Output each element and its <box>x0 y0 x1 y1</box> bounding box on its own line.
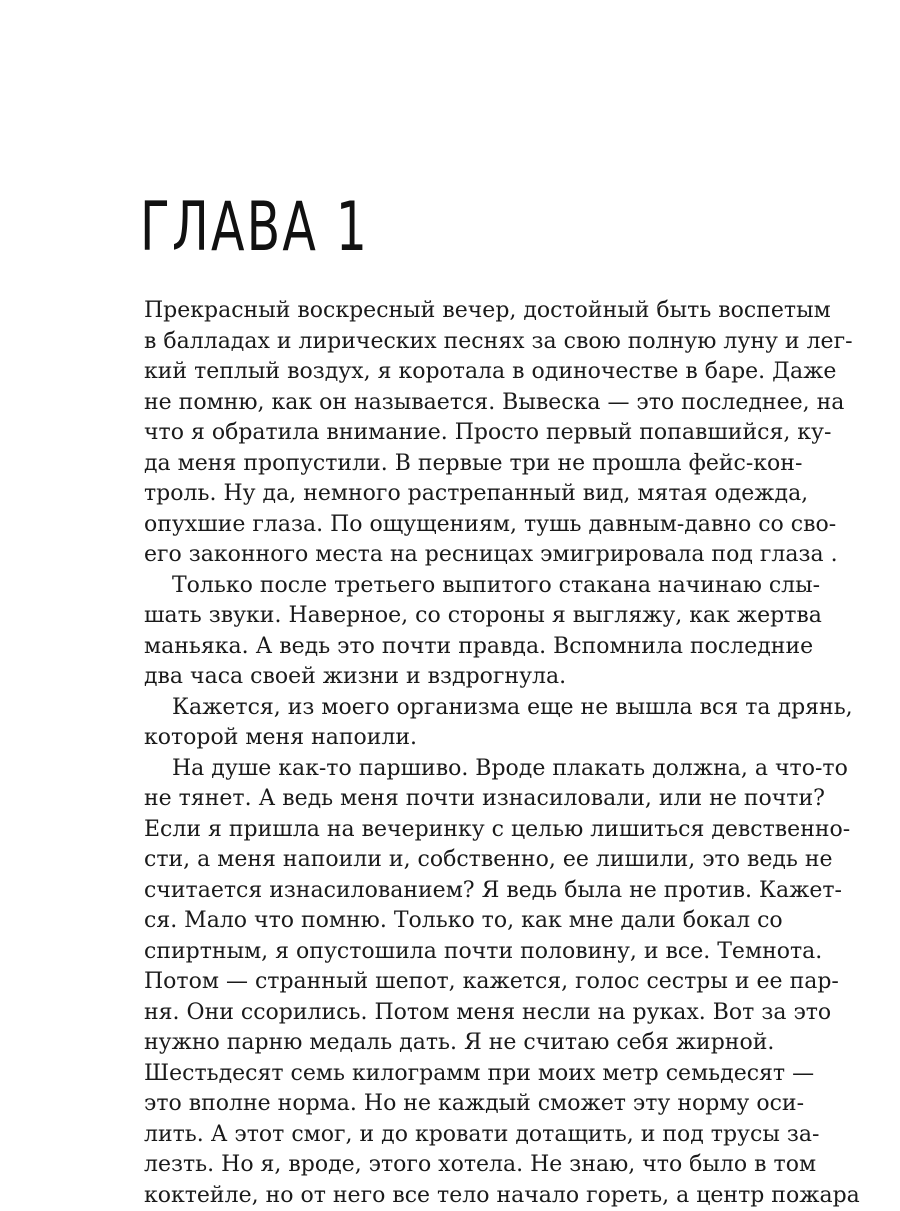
chapter-title: ГЛАВА 1 <box>140 192 369 264</box>
text-line: коктейле, но от него все тело начало гореть, а центр пожара <box>144 1181 760 1211</box>
body-text <box>144 296 760 1211</box>
text-line: сти, а меня напоили и, собственно, ее лишили, это ведь не <box>144 845 760 876</box>
text-line: которой меня напоили. <box>144 723 760 754</box>
text-line: троль. Ну да, немного растрепанный вид, мятая одежда, <box>144 479 760 510</box>
paragraph <box>144 693 760 754</box>
text-line: два часа своей жизни и вздрогнула. <box>144 662 760 693</box>
text-line: что я обратила внимание. Просто первый попавшийся, ку- <box>144 418 760 449</box>
text-line: нужно парню медаль дать. Я не считаю себя жирной. <box>144 1028 760 1059</box>
paragraph <box>144 571 760 693</box>
text-line: считается изнасилованием? Я ведь была не против. Кажет- <box>144 876 760 907</box>
paragraph <box>144 296 760 571</box>
text-line: шать звуки. Наверное, со стороны я выгляжу, как жертва <box>144 601 760 632</box>
text-line: маньяка. А ведь это почти правда. Вспомнила последние <box>144 632 760 663</box>
text-line: в балладах и лирических песнях за свою полную луну и лег- <box>144 327 760 358</box>
text-line: опухшие глаза. По ощущениям, тушь давным-давно со сво- <box>144 510 760 541</box>
text-line: ся. Мало что помню. Только то, как мне дали бокал со <box>144 906 760 937</box>
text-line: кий теплый воздух, я коротала в одиночестве в баре. Даже <box>144 357 760 388</box>
text-line: да меня пропустили. В первые три не прошла фейс-кон- <box>144 449 760 480</box>
text-line: лить. А этот смог, и до кровати дотащить, и под трусы за- <box>144 1120 760 1151</box>
text-line: Если я пришла на вечеринку с целью лишиться девственно- <box>144 815 760 846</box>
text-line: Только после третьего выпитого стакана начинаю слы- <box>144 571 760 602</box>
paragraph <box>144 754 760 1211</box>
text-line: не тянет. А ведь меня почти изнасиловали, или не почти? <box>144 784 760 815</box>
text-line: Шестьдесят семь килограмм при моих метр семьдесят — <box>144 1059 760 1090</box>
text-line: Потом — странный шепот, кажется, голос сестры и ее пар- <box>144 967 760 998</box>
text-line: не помню, как он называется. Вывеска — это последнее, на <box>144 388 760 419</box>
text-line: Кажется, из моего организма еще не вышла вся та дрянь, <box>144 693 760 724</box>
text-line: спиртным, я опустошила почти половину, и все. Темнота. <box>144 937 760 968</box>
text-line: Прекрасный воскресный вечер, достойный быть воспетым <box>144 296 760 327</box>
text-line: ня. Они ссорились. Потом меня несли на руках. Вот за это <box>144 998 760 1029</box>
text-line: его законного места на ресницах эмигрировала под глаза . <box>144 540 760 571</box>
text-line: На душе как-то паршиво. Вроде плакать должна, а что-то <box>144 754 760 785</box>
text-line: это вполне норма. Но не каждый сможет эту норму оси- <box>144 1089 760 1120</box>
text-line: лезть. Но я, вроде, этого хотела. Не знаю, что было в том <box>144 1150 760 1181</box>
